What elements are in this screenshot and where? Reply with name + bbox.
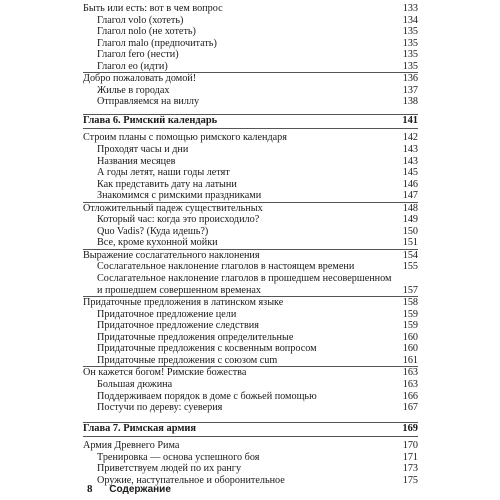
toc-entry-title: Придаточные предложения в латинском языке: [83, 297, 284, 309]
toc-entry-title: Добро пожаловать домой!: [83, 73, 197, 85]
toc-entry-title: Все, кроме кухонной мойки: [97, 237, 218, 249]
toc-entry-title: Придаточные предложения с косвенным вопросом: [97, 343, 317, 355]
toc-entry-title: Он кажется богом! Римские божества: [83, 367, 247, 379]
chapter-6-page: 141: [402, 114, 418, 126]
toc-entry-page: 137: [402, 84, 418, 96]
toc-entry-page: 133: [402, 3, 418, 14]
toc-entry: [83, 179, 418, 191]
toc-entry: [83, 332, 418, 344]
toc-entry-title: Quo Vadis? (Куда идешь?): [97, 225, 209, 237]
toc-entry-title: Придаточные предложения с союзом cum: [97, 354, 278, 366]
chapter-6-title: Глава 6. Римский календарь: [83, 114, 218, 126]
toc-entry: [83, 355, 418, 367]
toc-entry-page: 158: [402, 297, 418, 309]
toc-entry-page: 161: [402, 354, 418, 366]
toc-block-3: [83, 440, 418, 486]
toc-entry: [83, 226, 418, 238]
toc-entry-page: 143: [402, 144, 418, 156]
toc-entry-page: 150: [402, 225, 418, 237]
toc-entry-title: Глагол nolo (не хотеть): [97, 26, 196, 38]
toc-entry-title: Как представить дату на латыни: [97, 178, 237, 190]
toc-entry-page: 157: [402, 284, 418, 296]
toc-entry: [83, 85, 418, 97]
toc-entry: [83, 26, 418, 38]
toc-entry: [83, 391, 418, 403]
toc-entry-title: Жилье в городах: [97, 84, 170, 96]
toc-entry: [83, 49, 418, 61]
toc-entry-title: Большая дюжина: [97, 378, 173, 390]
toc-entry-title: Оружие, наступательное и оборонительное: [97, 474, 285, 486]
toc-entry: [83, 366, 418, 379]
toc-entry-title: Проходят часы и дни: [97, 144, 189, 156]
toc-entry-title: Сослагательное наклонение глаголов в настоящем времени: [97, 261, 355, 273]
toc-entry-title: Постучи по дереву: суеверия: [97, 402, 223, 414]
toc-entry-page: 166: [402, 390, 418, 402]
chapter-7-heading: [83, 423, 418, 435]
toc-entry-page: 175: [402, 474, 418, 486]
toc-entry: [83, 273, 418, 285]
toc-entry: [83, 72, 418, 85]
toc-entry-title: Поддерживаем порядок в доме с божьей помощью: [97, 390, 317, 402]
toc-entry-page: 138: [402, 96, 418, 108]
toc-entry-title: и прошедшем совершенном временах: [97, 284, 262, 296]
toc-entry-title: Придаточные предложения определительные: [97, 331, 294, 343]
toc-entry-title: Приветствуем людей по их рангу: [97, 463, 242, 475]
toc-entry-page: 170: [402, 440, 418, 452]
toc-entry: [83, 214, 418, 226]
toc-entry-page: 134: [402, 14, 418, 26]
chapter-6-heading: [83, 115, 418, 127]
toc-entry-page: 163: [402, 367, 418, 379]
toc-entry: [83, 261, 418, 273]
chapter-7-page: 169: [402, 422, 418, 434]
toc-entry-title: Глагол eo (идти): [97, 60, 168, 72]
toc-entry-page: 171: [402, 451, 418, 463]
toc-entry-title: Глагол fero (нести): [97, 49, 179, 61]
toc-entry-page: 135: [402, 60, 418, 72]
toc-entry: [83, 296, 418, 309]
toc-entry-title: Армия Древнего Рима: [83, 440, 180, 452]
toc-entry-page: 167: [402, 402, 418, 414]
toc-entry-page: 142: [402, 132, 418, 144]
footer-page-number: 8: [87, 483, 93, 495]
toc-entry-page: 143: [402, 155, 418, 167]
toc-entry: [83, 3, 418, 15]
toc-entry-title: Выражение сослагательного наклонения: [83, 249, 260, 261]
toc-entry-page: 159: [402, 320, 418, 332]
toc-entry-page: 160: [402, 343, 418, 355]
toc-entry: [83, 156, 418, 168]
toc-entry-title: Который час: когда это происходило?: [97, 214, 260, 226]
toc-entry-page: 163: [402, 378, 418, 390]
page-footer: [87, 483, 171, 495]
toc-block-2: [83, 132, 418, 413]
toc-entry-page: 135: [402, 37, 418, 49]
toc-entry: [83, 452, 418, 464]
toc-entry-title: Отправляемся на виллу: [97, 96, 200, 108]
toc-entry-title: Знакомимся с римскими праздниками: [97, 190, 262, 202]
toc-entry-title: Сослагательное наклонение глаголов в прошедшем несовершенном: [97, 273, 392, 285]
toc-entry: [83, 343, 418, 355]
toc-entry-title: Придаточное предложение цели: [97, 308, 237, 320]
toc-entry-page: 136: [402, 73, 418, 85]
toc-entry: [83, 190, 418, 202]
toc-entry-page: 160: [402, 331, 418, 343]
toc-entry-page: 135: [402, 26, 418, 38]
toc-entry: [83, 463, 418, 475]
toc-entry-page: 135: [402, 49, 418, 61]
toc-entry-page: 155: [402, 261, 418, 273]
toc-entry: [83, 96, 418, 108]
toc-entry-title: Отложительный падеж существительных: [83, 202, 263, 214]
toc-entry-title: Названия месяцев: [97, 155, 176, 167]
toc-entry-page: 149: [402, 214, 418, 226]
toc-entry: [83, 61, 418, 73]
toc-entry-title: Быть или есть: вот в чем вопрос: [83, 3, 223, 14]
toc-entry-page: 159: [402, 308, 418, 320]
toc-entry: [83, 144, 418, 156]
toc-entry-title: Тренировка — основа успешного боя: [97, 451, 260, 463]
toc-entry-title: Глагол volo (хотеть): [97, 14, 184, 26]
toc-entry-page: 145: [402, 167, 418, 179]
toc-block-1: [83, 3, 418, 108]
toc-entry-title: Глагол malo (предпочитать): [97, 37, 217, 49]
toc-entry: [83, 249, 418, 262]
toc-entry: [83, 237, 418, 249]
toc-entry: [83, 285, 418, 297]
toc-entry-title: Придаточное предложение следствия: [97, 320, 259, 332]
toc-entry-title: А годы летят, наши годы летят: [97, 167, 230, 179]
toc-entry-page: 154: [402, 249, 418, 261]
toc-entry: [83, 440, 418, 452]
toc-entry-page: 151: [402, 237, 418, 249]
chapter-7-title: Глава 7. Римская армия: [83, 422, 197, 434]
footer-section-label: Содержание: [109, 484, 171, 495]
toc-entry: [83, 309, 418, 321]
toc-entry: [83, 202, 418, 215]
toc-entry-page: 147: [402, 190, 418, 202]
toc-entry: [83, 38, 418, 50]
toc-entry: [83, 15, 418, 27]
toc-entry: [83, 379, 418, 391]
toc-entry: [83, 320, 418, 332]
toc-entry-page: 148: [402, 202, 418, 214]
table-of-contents: [83, 3, 418, 486]
toc-entry: [83, 167, 418, 179]
toc-entry-page: 146: [402, 178, 418, 190]
toc-entry-title: Строим планы с помощью римского календаря: [83, 132, 287, 144]
toc-entry: [83, 132, 418, 144]
toc-entry: [83, 402, 418, 414]
toc-entry-page: 173: [402, 463, 418, 475]
